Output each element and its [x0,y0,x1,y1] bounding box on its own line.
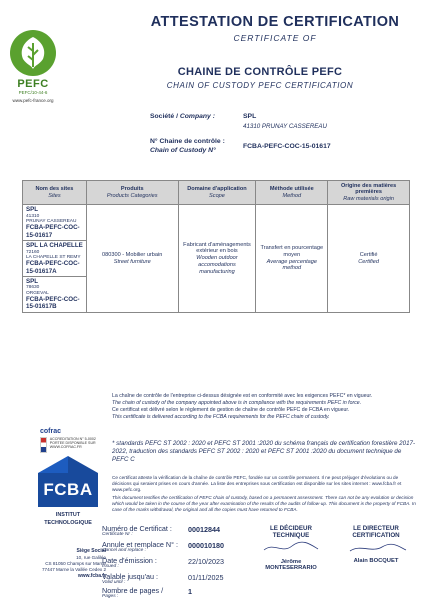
header-method-en: Method [282,192,302,199]
standards-note: * standards PEFC ST 2002 : 2020 et PEFC ST 2001 :2020 du schéma français de certification forestière 2017-2022, traduction des standards PEFC ST 2002 : 2020 et PEFC ST 2001 :2020 du document technique de PEFC C [112,440,416,464]
cofrac-text: ACCREDITATION N° 5-0002 PORTEE DISPONIBLE SUR WWW.COFRAC.FR [49,437,96,450]
replace-label [102,540,178,554]
page-title: ATTESTATION DE CERTIFICATION [150,14,400,30]
header-scope [178,181,256,205]
method-cell [256,205,328,313]
fcba-logo: FCBA [38,473,98,507]
site-code: FCBA-PEFC-COC-15-01617A [26,260,80,275]
replace-label-fr: Annule et remplace N° : [102,540,178,549]
scope-fr: Fabricant d'aménagements extérieur en bois [183,241,251,255]
origin-en: Certified [358,258,380,265]
company-label-sep: / [174,113,180,120]
site-city: ORGEVAL [26,290,49,296]
directeur-signature [338,543,414,553]
issue-date-label [102,556,157,570]
pages-value: 1 [188,587,192,596]
company-address: 41310 PRUNAY CASSEREAU [243,123,328,130]
valid-until-label-en: Valid until : [102,580,126,585]
logo-name: PEFC [17,78,49,90]
chain-subtitle: CHAIN OF CUSTODY PEFC CERTIFICATION [166,81,354,90]
institute-line-2: TECHNOLOGIQUE [44,519,92,526]
cofrac-logo [40,428,100,453]
page-subtitle: CERTIFICATE OF [233,33,317,43]
site-postcode: 41310 [26,213,40,219]
header-sites-fr: Nom des sites [35,186,74,193]
product-cell [86,205,178,313]
institute-label [30,512,106,527]
method-fr: Transfert en pourcentage moyen [260,245,324,258]
directeur-title-1: LE DIRECTEUR [353,525,399,532]
sites-table [22,180,410,313]
cofrac-box [40,437,100,453]
header-products-en: Products Categories [106,192,158,199]
statement-2-en: This certificate is delivered according to the FCBA requirements for the PEFC chain of custody. [112,414,330,421]
directeur-name: Alain BOCQUET [353,557,399,564]
statement-1-en: The chain of custody of the company appointed above is in compliance with the requirements PEFC in force. [112,400,362,407]
header-origin [328,181,410,205]
site-name: SPL [26,277,39,285]
site-item [23,241,86,277]
issue-date-value: 22/10/2023 [188,557,224,566]
decideur-title-2: TECHNIQUE [272,532,310,540]
legal-fr: Ce certificat atteste la vérification de la chaîne de contrôle PEFC, fondée sur un contrôle permanent. Il ne peut préjuger d'évolutions ou de décisions qui seraient prises en cours d'année. La liste des entreprises sous certification est disponible sur les sites internet : www.fcba.fr et www.pefc.org. [112,475,402,493]
issue-date-label-en: Issued : [102,564,119,569]
header-sites-en: Sites [48,192,61,199]
header-origin-fr: Origine des matières premières [340,183,397,196]
cert-number-label [102,524,172,538]
pages-label-en: Pages : [102,594,119,599]
siege-line-3: 77447 Marne la Vallée Cedex 2 [41,567,106,573]
replace-label-en: Cancel and replace : [102,548,146,553]
sites-cell [23,205,87,313]
logo-url: www.pefc-france.org [12,98,54,103]
signature-decideur [256,525,326,571]
cofrac-flag-icon [40,437,47,453]
decideur-name: Jérôme MONTESERRARIO [265,558,317,571]
signature-directeur [338,525,414,564]
company-name: SPL [243,113,257,120]
valid-until-value: 01/11/2025 [188,573,224,582]
site-name: SPL LA CHAPELLE [26,242,83,250]
cert-number-label-fr: Numéro de Certificat : [102,524,172,533]
cofrac-name: cofrac [40,428,62,435]
origin-cell [328,205,410,313]
site-postcode: 72160 [26,249,40,255]
company-label [150,113,215,120]
siege-line-1: 10, rue Galilée [76,554,106,560]
issue-date-label-fr: Date d'émission : [102,556,157,565]
site-city: LA CHAPELLE ST REMY [26,254,81,260]
scope-cell [178,205,256,313]
statement-1-fr: La chaîne de contrôle de l'entreprise ci-dessus désignée est en conformité avec les exigences PEFC* en vigueur. [112,393,373,399]
headquarters-address [10,548,106,580]
fcba-roof-left [38,456,68,473]
chain-title: CHAINE DE CONTRÔLE PEFC [177,66,343,78]
header-sites [23,181,87,205]
method-en: Average percentage method [266,258,317,272]
replace-value: 000010180 [188,541,224,550]
valid-until-label-fr: Valable jusqu'au : [102,572,158,581]
product-fr: 080300 - Mobilier urbain [102,251,163,258]
pages-label [102,586,163,600]
company-label-en: Company : [179,113,215,120]
statement-block [112,393,417,421]
siege-url: www.fcba.fr [77,573,106,580]
header-method [256,181,328,205]
tree-icon [10,30,56,76]
header-method-fr: Méthode utilisée [269,186,314,193]
site-item [23,277,86,312]
pages-label-fr: Nombre de pages / [102,586,164,595]
site-city: PRUNAY CASSEREAU [26,218,77,224]
product-en: Street furniture [113,258,151,265]
header-origin-en: Raw materials origin [343,195,394,202]
scope-en: Wooden outdoor accomodations manufacturing [196,255,238,275]
cert-number-label-en: Certificate Nr : [102,532,133,537]
header-products-fr: Produits [120,186,144,193]
statement-2-fr: Ce certificat est délivré selon le règlement de gestion de chaîne de contrôle PEFC de FCBA en vigueur. [112,407,350,414]
decideur-title-1: LE DÉCIDEUR [270,525,312,532]
company-label-fr: Société [150,113,175,120]
directeur-title-2: CERTIFICATION [352,532,400,540]
institute-line-1: INSTITUT [55,512,81,518]
site-postcode: 78630 [26,285,40,291]
legal-en: This document testifies the certification of PEFC chain of custody, based on a permanent assessment. There can not be any evolution or decision which would be taken in the course of the year after examination of the results of the audits of follow-up. This document is the property of FCBA. In case of the marks withdrawal, the original and all the copies must have returned to FCBA. [112,495,416,513]
site-code: FCBA-PEFC-COC-15-01617 [26,224,80,239]
coc-label-en: Chain of Custody N° [150,147,216,154]
logo-sub: PEFC/10-44-6 [18,90,48,95]
siege-line-2: CS 81050 Champs sur Marne [45,560,106,566]
header-products [86,181,178,205]
site-item [23,205,86,241]
table-header-row [23,181,410,205]
siege-title: Siège Social [76,548,106,554]
fcba-roof-right [68,456,98,473]
decideur-signature [256,540,326,554]
cert-number-value: 00012844 [188,525,220,534]
header-scope-en: Scope [209,192,225,199]
pefc-logo [8,30,58,103]
site-code: FCBA-PEFC-COC-15-01617B [26,295,80,311]
header-scope-fr: Domaine d'application [187,186,247,193]
origin-fr: Certifié [359,251,378,258]
coc-number: FCBA-PEFC-COC-15-01617 [243,143,331,150]
valid-until-label [102,572,158,586]
table-row [23,205,410,313]
coc-label-fr: N° Chaine de contrôle : [150,138,225,145]
site-name: SPL [26,206,39,214]
